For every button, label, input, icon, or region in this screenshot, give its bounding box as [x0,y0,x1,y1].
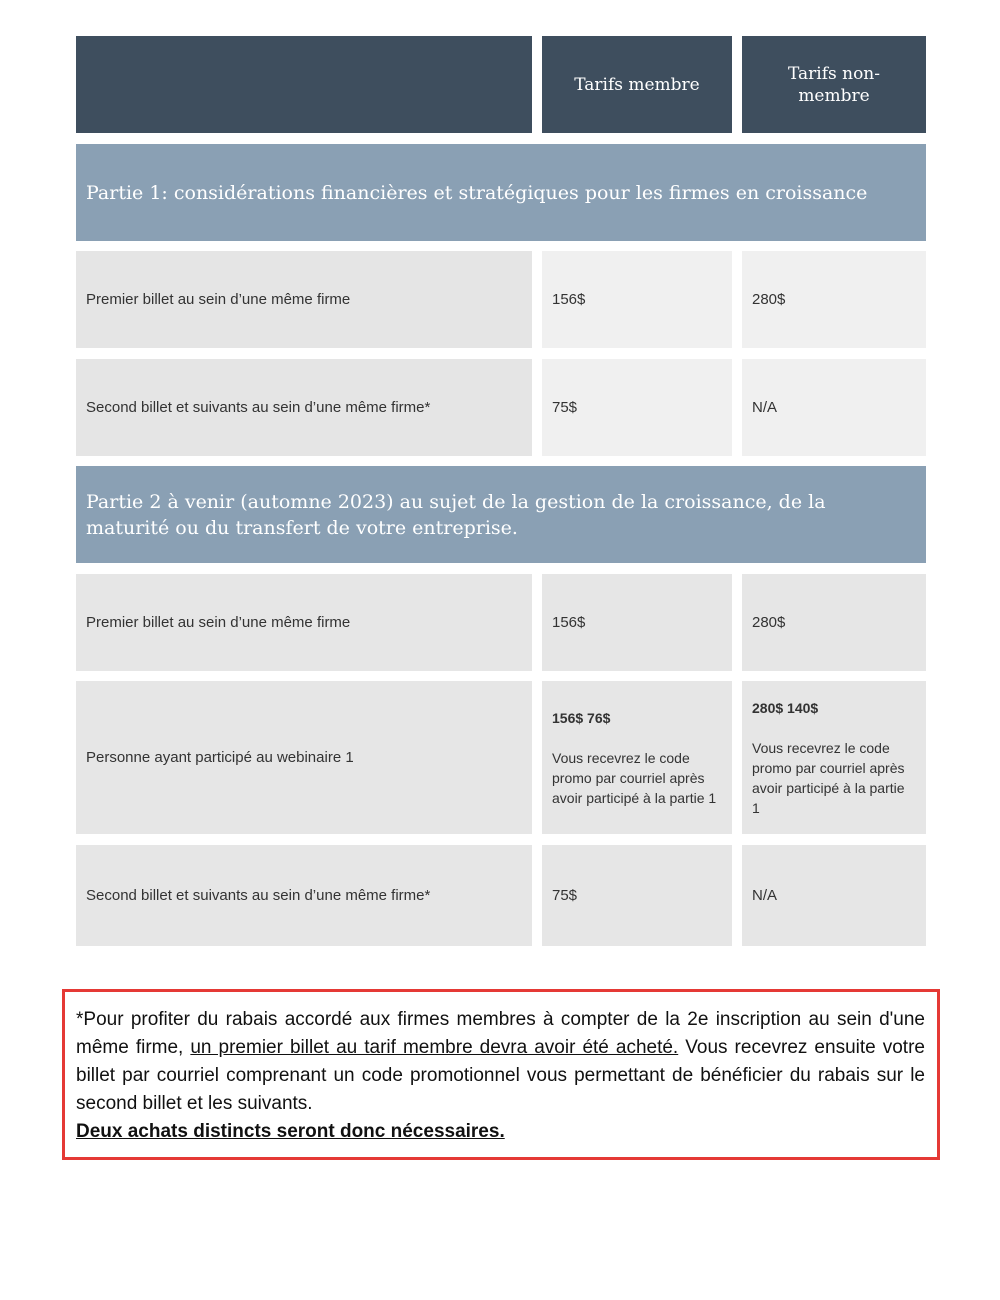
nonmember-promo-note: Vous recevrez le code promo par courriel après avoir participé à la partie 1 [752,739,905,816]
row-nonmember-price: N/A [742,359,926,456]
member-webinar-price: 156$ 76$ [552,709,611,726]
row-member-price: 156$ [542,574,732,671]
row-label: Second billet et suivants au sein d’une même firme* [76,359,532,456]
footnote-text-continued: Vous recevrez ensuite votre billet par courriel comprenant un code promotionnel vous permettant de bénéficier du rabais sur le second billet et les suivants. [76,1037,925,1114]
section-part-2-title: Partie 2 à venir (automne 2023) au sujet de la gestion de la croissance, de la maturité ou du transfert de votre entreprise. [76,466,926,563]
row-label: Personne ayant participé au webinaire 1 [76,681,532,834]
row-member-price: 75$ [542,845,732,946]
row-label: Premier billet au sein d’une même firme [76,251,532,348]
row-member-price: 156$ [542,251,732,348]
row-label: Premier billet au sein d’une même firme [76,574,532,671]
footnote-emphasis: Deux achats distincts seront donc nécessaires. [76,1121,505,1142]
row-label: Second billet et suivants au sein d’une même firme* [76,845,532,946]
member-promo-note: Vous recevrez le code promo par courriel après avoir participé à la partie 1 [552,749,717,806]
footnote-text: *Pour profiter du rabais accordé aux firmes membres à compter de la 2e inscription au sein d'une même firme, [76,1009,925,1058]
row-nonmember-price: 280$ [742,251,926,348]
row-nonmember-price-cell [742,681,926,834]
row-member-price: 75$ [542,359,732,456]
header-nonmember-rates: Tarifs non-membre [742,36,926,133]
row-nonmember-price: 280$ [742,574,926,671]
table-header-blank [76,36,532,133]
nonmember-webinar-price: 280$ 140$ [752,699,819,716]
header-member-rates: Tarifs membre [542,36,732,133]
section-part-1-title: Partie 1: considérations financières et stratégiques pour les firmes en croissance [76,144,926,241]
row-member-price-cell [542,681,732,834]
footnote-underlined: un premier billet au tarif membre devra avoir été acheté. [190,1037,679,1058]
row-nonmember-price: N/A [742,845,926,946]
footnote-box [62,989,940,1160]
